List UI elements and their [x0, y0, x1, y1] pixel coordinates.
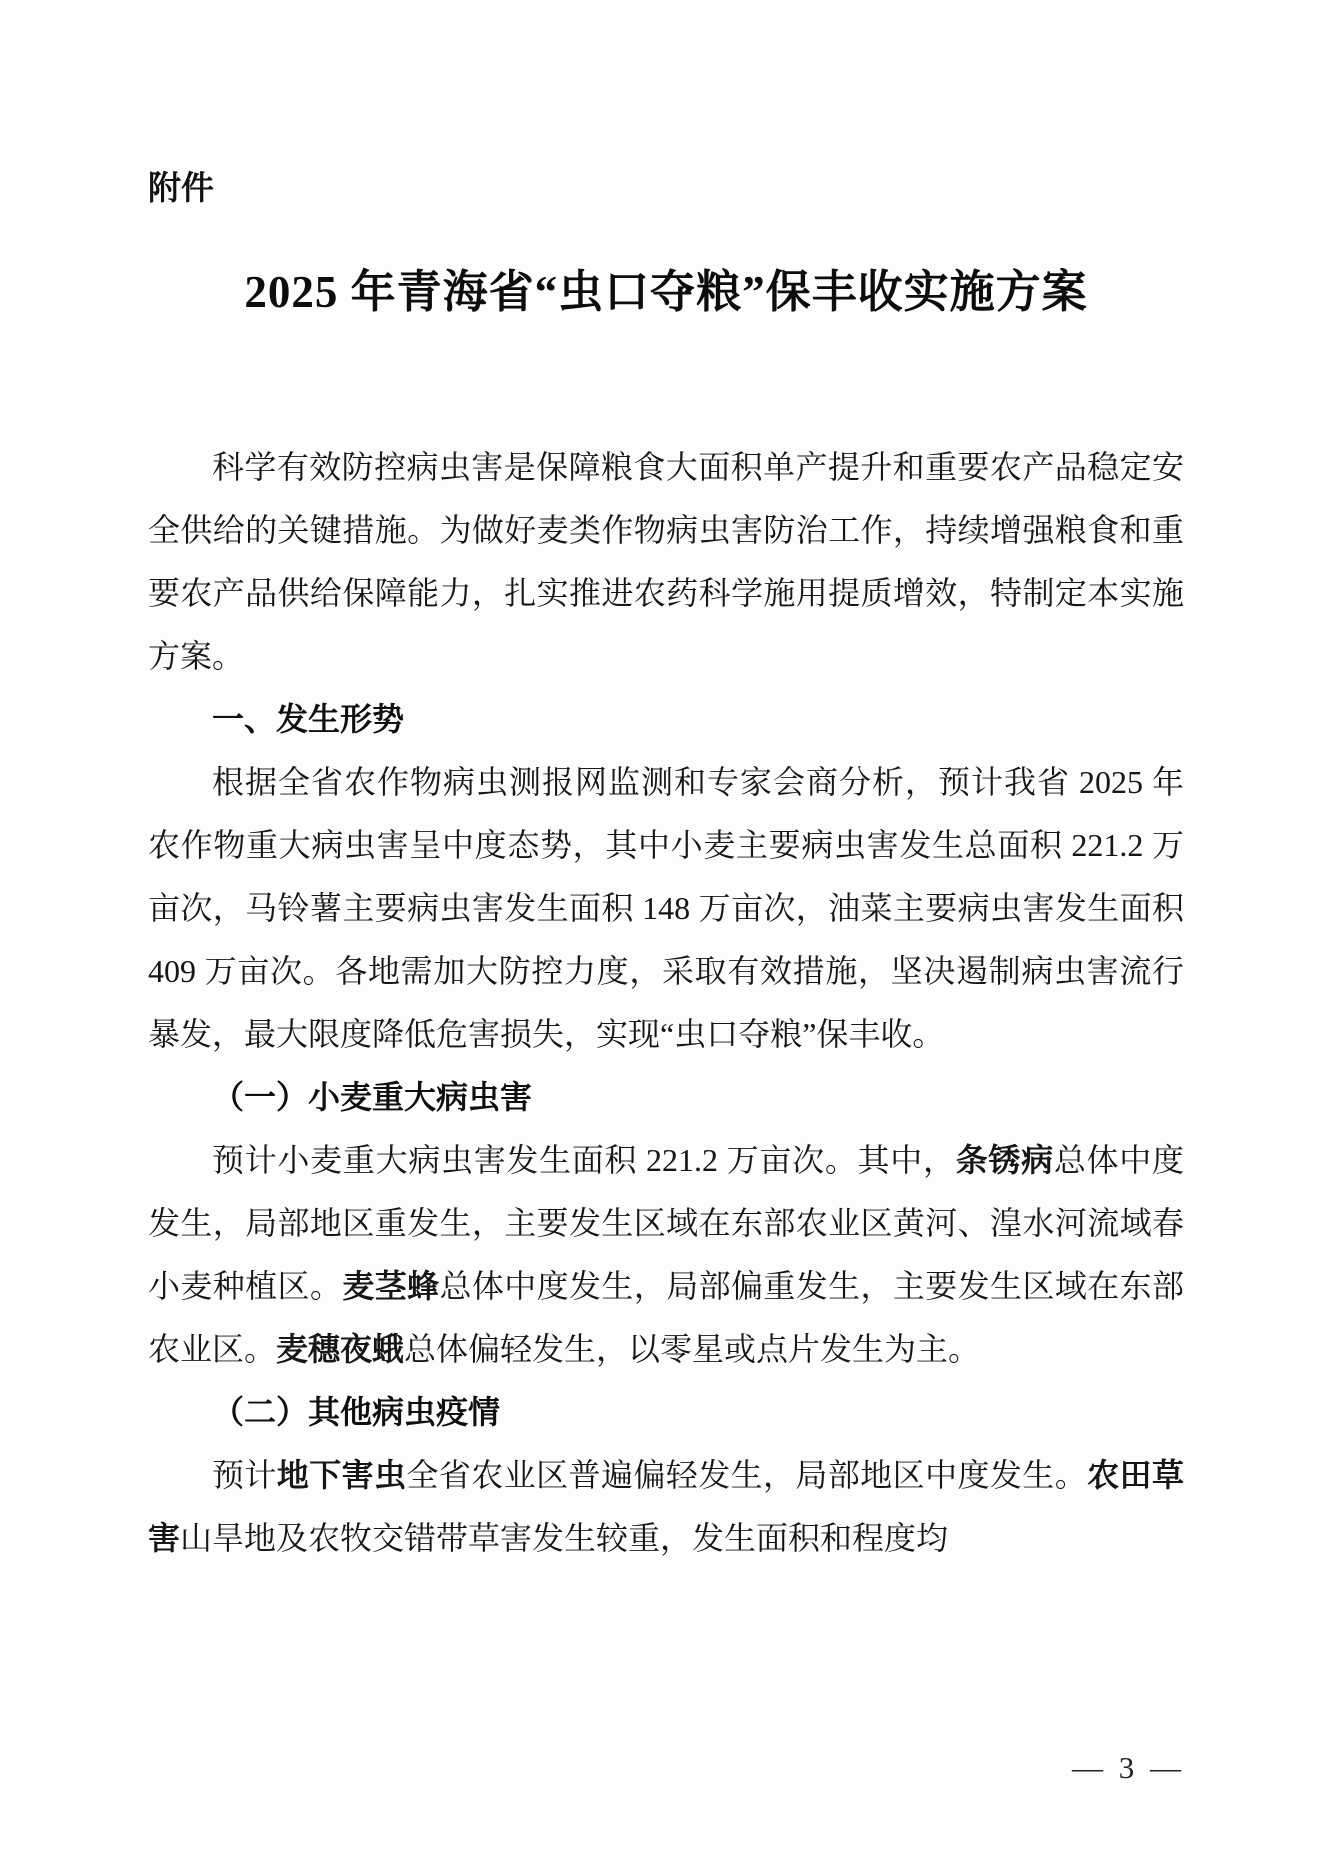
subsection-heading-other-pests [148, 1381, 1184, 1444]
text-segment: 总体中度发生，局部偏重发生，主要发生区域在东部农业区。 [148, 1268, 1184, 1367]
attachment-label: 附件 [148, 169, 214, 206]
text-segment: 根据全省农作物病虫测报网监测和专家会商分析，预计我省 2025 年农作物重大病虫害呈中度态势，其中小麦主要病虫害发生总面积 221.2 万亩次，马铃薯主要病虫害发生面积 148 万亩次，油菜主要病虫害发生面积 409 万亩次。各地需加大防控力度，采取有效措施，坚决遏制病虫害流行暴发，最大限度降低危害损失，实现“虫口夺粮”保丰收。 [148, 764, 1184, 1052]
document-title: 2025 年青海省“虫口夺粮”保丰收实施方案 [244, 267, 1088, 317]
text-segment: 预计 [212, 1457, 277, 1493]
subsection-heading-wheat-pests [148, 1066, 1184, 1129]
paragraph-other-pests [148, 1444, 1184, 1570]
text-segment: 科学有效防控病虫害是保障粮食大面积单产提升和重要农产品稳定安全供给的关键措施。为做好麦类作物病虫害防治工作，持续增强粮食和重要农产品供给保障能力，扎实推进农药科学施用提质增效，特制定本实施方案。 [148, 449, 1184, 674]
paragraph-intro [148, 436, 1184, 688]
text-segment: 全省农业区普遍偏轻发生，局部地区中度发生。 [406, 1457, 1088, 1493]
text-segment-bold-wheat-ear-moth: 麦穗夜蛾 [276, 1331, 405, 1367]
text-segment-bold-wheat-stem-sawfly: 麦茎蜂 [342, 1268, 440, 1304]
text-segment: （二）其他病虫疫情 [212, 1394, 501, 1430]
document-body [148, 436, 1184, 1570]
text-segment: 总体偏轻发生，以零星或点片发生为主。 [404, 1331, 981, 1367]
paragraph-situation-overview [148, 751, 1184, 1066]
document-content [148, 168, 1184, 1570]
text-segment: 一、发生形势 [212, 701, 405, 737]
section-heading-1 [148, 688, 1184, 751]
text-segment-bold-underground-pests: 地下害虫 [276, 1457, 407, 1493]
page-number: — 3 — [1072, 1750, 1185, 1785]
text-segment-bold-stripe-rust: 条锈病 [955, 1142, 1054, 1178]
text-segment: 总体中度发生，局部地区重发生，主要发生区域在东部农业区黄河、湟水河流域春小麦种植区。 [148, 1142, 1184, 1304]
text-segment: 山旱地及农牧交错带草害发生较重，发生面积和程度均 [180, 1520, 949, 1556]
paragraph-wheat-pests [148, 1129, 1184, 1381]
text-segment: 预计小麦重大病虫害发生面积 221.2 万亩次。其中， [212, 1142, 956, 1178]
text-segment-bold-farmland-weeds: 农田草害 [148, 1457, 1184, 1556]
text-segment: （一）小麦重大病虫害 [212, 1079, 533, 1115]
